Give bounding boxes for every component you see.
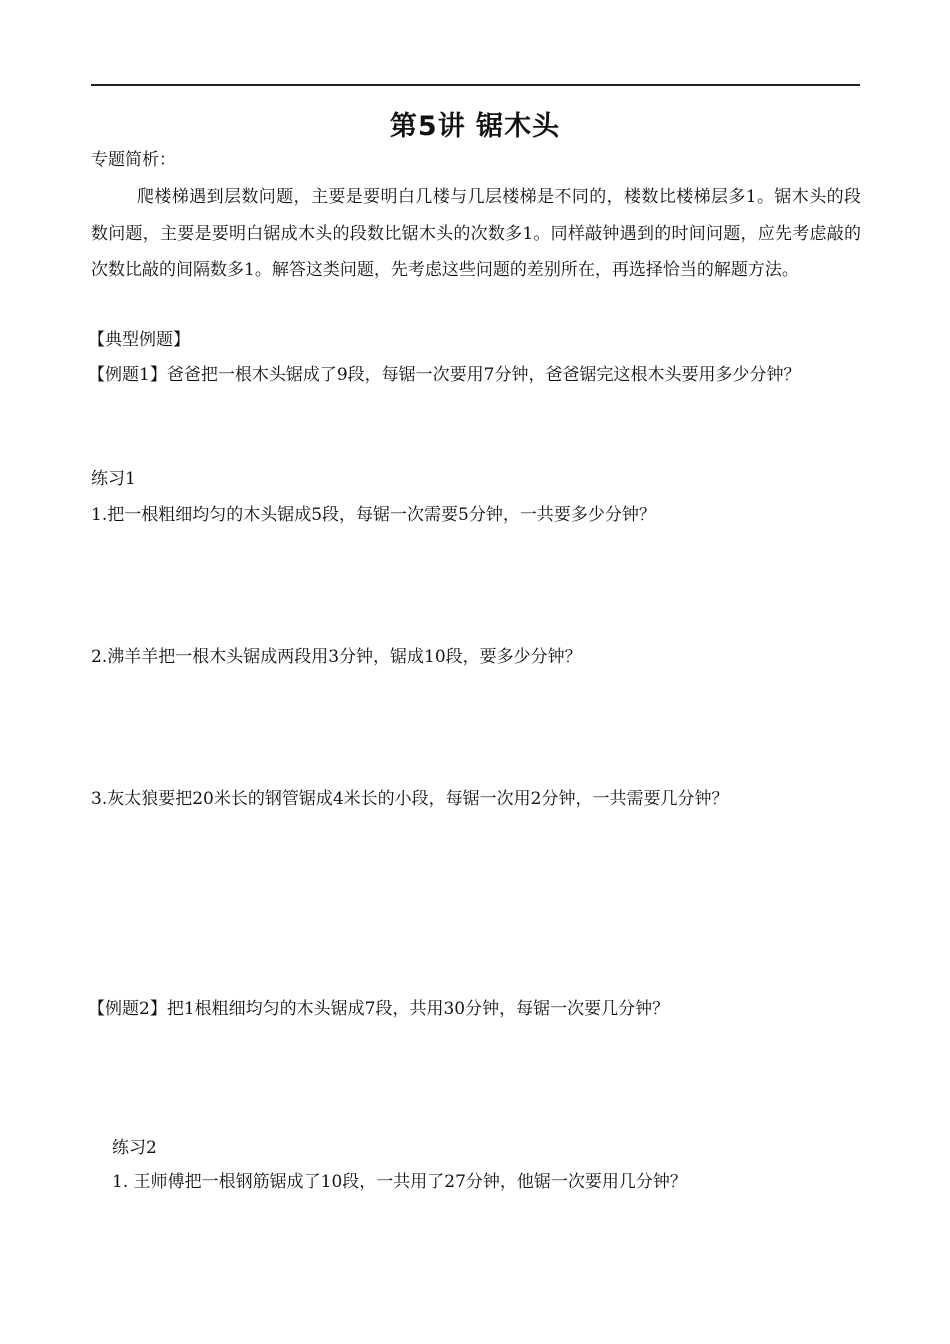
practice-1-question-2: 2.沸羊羊把一根木头锯成两段用3分钟，锯成10段，要多少分钟？ bbox=[91, 647, 582, 667]
practice-1-question-1: 1.把一根粗细均匀的木头锯成5段，每锯一次需要5分钟，一共要多少分钟？ bbox=[91, 505, 656, 525]
examples-heading: 【典型例题】 bbox=[88, 330, 190, 350]
page-title: 第5讲 锯木头 bbox=[389, 111, 561, 142]
header-rule bbox=[91, 84, 860, 86]
example-2: 【例题2】把1根粗细均匀的木头锯成7段，共用30分钟，每锯一次要几分钟？ bbox=[88, 999, 670, 1019]
practice-2-question-1: 1. 王师傅把一根钢筋锯成了10段，一共用了27分钟，他锯一次要用几分钟？ bbox=[112, 1172, 687, 1192]
example-1: 【例题1】爸爸把一根木头锯成了9段，每锯一次要用7分钟，爸爸锯完这根木头要用多少分钟？ bbox=[88, 365, 801, 385]
intro-heading: 专题简析： bbox=[91, 150, 176, 170]
intro-paragraph: 爬楼梯遇到层数问题，主要是要明白几楼与几层楼梯是不同的，楼数比楼梯层多1。锯木头的段数问题，主要是要明白锯成木头的段数比锯木头的次数多1。同样敲钟遇到的时间问题，应先考虑敲的次数比敲的间隔数多1。解答这类问题，先考虑这些问题的差别所在，再选择恰当的解题方法。 bbox=[91, 187, 861, 280]
practice-2-heading: 练习2 bbox=[112, 1138, 157, 1158]
practice-1-heading: 练习1 bbox=[91, 469, 136, 489]
practice-1-question-3: 3.灰太狼要把20米长的钢管锯成4米长的小段，每锯一次用2分钟，一共需要几分钟？ bbox=[91, 789, 729, 809]
